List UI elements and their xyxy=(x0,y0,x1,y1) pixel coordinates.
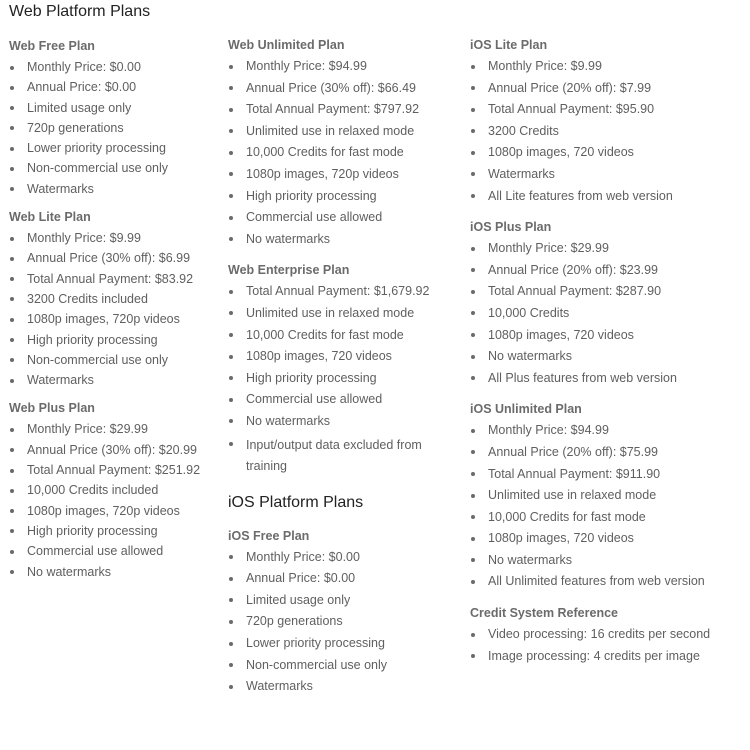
list-item: Watermarks xyxy=(228,676,464,698)
list-item: 720p generations xyxy=(228,611,464,633)
feature-list xyxy=(470,624,748,667)
list-item: Watermarks xyxy=(9,179,219,199)
plan-title: Credit System Reference xyxy=(470,606,618,621)
plan-ios-unlimited xyxy=(470,401,748,593)
list-item: 1080p images, 720 videos xyxy=(470,528,748,550)
list-item: 1080p images, 720 videos xyxy=(228,346,464,368)
list-item: Watermarks xyxy=(9,370,219,390)
list-item: 720p generations xyxy=(9,118,219,138)
list-item: Annual Price (30% off): $6.99 xyxy=(9,248,219,268)
list-item: 1080p images, 720p videos xyxy=(228,164,464,186)
list-item: Annual Price (20% off): $23.99 xyxy=(470,260,748,282)
list-item: Lower priority processing xyxy=(228,633,464,655)
list-item: All Unlimited features from web version xyxy=(470,571,748,593)
page-title: Web Platform Plans xyxy=(9,3,151,20)
list-item: Limited usage only xyxy=(9,98,219,118)
list-item: Commercial use allowed xyxy=(9,541,219,561)
list-item: 3200 Credits xyxy=(470,121,748,143)
list-item: Non-commercial use only xyxy=(9,158,219,178)
feature-list xyxy=(228,56,464,250)
list-item: 10,000 Credits for fast mode xyxy=(228,325,464,347)
list-item: 1080p images, 720 videos xyxy=(470,142,748,164)
list-item: Monthly Price: $0.00 xyxy=(9,57,219,77)
list-item: Monthly Price: $9.99 xyxy=(470,56,748,78)
list-item: Monthly Price: $29.99 xyxy=(470,238,748,260)
list-item: 3200 Credits included xyxy=(9,289,219,309)
list-item: Commercial use allowed xyxy=(228,389,464,411)
list-item: 1080p images, 720p videos xyxy=(9,501,219,521)
feature-list xyxy=(228,281,464,479)
list-item: Commercial use allowed xyxy=(228,207,464,229)
list-item: High priority processing xyxy=(9,521,219,541)
list-item: High priority processing xyxy=(9,330,219,350)
list-item: 1080p images, 720 videos xyxy=(470,325,748,347)
list-item: Monthly Price: $0.00 xyxy=(228,547,464,569)
feature-list xyxy=(470,56,748,207)
list-item: Annual Price (20% off): $75.99 xyxy=(470,442,748,464)
list-item: Total Annual Payment: $251.92 xyxy=(9,460,219,480)
list-item: Annual Price: $0.00 xyxy=(228,568,464,590)
plan-title: Web Unlimited Plan xyxy=(228,38,345,52)
section-title-ios: iOS Platform Plans xyxy=(228,493,364,511)
plan-title: Web Free Plan xyxy=(9,39,95,53)
feature-list xyxy=(470,420,748,593)
column-web-plans-1 xyxy=(9,38,219,592)
list-item: Lower priority processing xyxy=(9,138,219,158)
list-item: Annual Price (30% off): $66.49 xyxy=(228,78,464,100)
list-item: 1080p images, 720p videos xyxy=(9,309,219,329)
list-item: High priority processing xyxy=(228,186,464,208)
plan-web-plus xyxy=(9,400,219,581)
feature-list xyxy=(9,228,219,390)
list-item: 10,000 Credits xyxy=(470,303,748,325)
feature-list xyxy=(9,57,219,199)
list-item: Unlimited use in relaxed mode xyxy=(228,121,464,143)
list-item: Annual Price (20% off): $7.99 xyxy=(470,78,748,100)
plan-title: iOS Unlimited Plan xyxy=(470,402,582,417)
list-item: No watermarks xyxy=(9,562,219,582)
column-ios-plans xyxy=(470,37,748,679)
feature-list xyxy=(228,547,464,698)
plan-web-free xyxy=(9,38,219,199)
credit-system-reference xyxy=(470,605,748,667)
list-item: All Lite features from web version xyxy=(470,186,748,208)
list-item: Total Annual Payment: $95.90 xyxy=(470,99,748,121)
list-item: 10,000 Credits included xyxy=(9,480,219,500)
list-item: No watermarks xyxy=(470,550,748,572)
list-item: Total Annual Payment: $1,679.92 xyxy=(228,281,464,303)
list-item: Image processing: 4 credits per image xyxy=(470,646,748,668)
list-item: Total Annual Payment: $797.92 xyxy=(228,99,464,121)
plan-ios-plus xyxy=(470,219,748,389)
list-item: Annual Price (30% off): $20.99 xyxy=(9,440,219,460)
list-item: Input/output data excluded from training xyxy=(228,433,464,480)
list-item: Video processing: 16 credits per second xyxy=(470,624,748,646)
list-item: Non-commercial use only xyxy=(9,350,219,370)
plan-web-enterprise xyxy=(228,262,464,479)
list-item: Non-commercial use only xyxy=(228,655,464,677)
list-item: Monthly Price: $9.99 xyxy=(9,228,219,248)
list-item: Limited usage only xyxy=(228,590,464,612)
list-item: All Plus features from web version xyxy=(470,368,748,390)
list-item: No watermarks xyxy=(228,229,464,251)
list-item: No watermarks xyxy=(228,411,464,433)
list-item: High priority processing xyxy=(228,368,464,390)
feature-list xyxy=(9,419,219,581)
list-item: Unlimited use in relaxed mode xyxy=(228,303,464,325)
column-web-plans-2 xyxy=(228,37,464,710)
feature-list xyxy=(470,238,748,389)
list-item: 10,000 Credits for fast mode xyxy=(228,142,464,164)
list-item: Total Annual Payment: $83.92 xyxy=(9,269,219,289)
plan-web-unlimited xyxy=(228,37,464,250)
plan-title: iOS Lite Plan xyxy=(470,38,548,52)
plan-title: Web Plus Plan xyxy=(9,401,95,416)
plan-title: Web Enterprise Plan xyxy=(228,263,350,278)
list-item: Total Annual Payment: $287.90 xyxy=(470,281,748,303)
plan-ios-free xyxy=(228,528,464,698)
list-item: Annual Price: $0.00 xyxy=(9,77,219,97)
list-item: Monthly Price: $94.99 xyxy=(228,56,464,78)
plan-title: iOS Free Plan xyxy=(228,528,310,543)
list-item: No watermarks xyxy=(470,346,748,368)
list-item: Monthly Price: $29.99 xyxy=(9,419,219,439)
list-item: Total Annual Payment: $911.90 xyxy=(470,464,748,486)
plan-ios-lite xyxy=(470,37,748,207)
list-item: Watermarks xyxy=(470,164,748,186)
plan-title: iOS Plus Plan xyxy=(470,220,552,235)
plan-title: Web Lite Plan xyxy=(9,210,91,225)
list-item: 10,000 Credits for fast mode xyxy=(470,507,748,529)
list-item: Unlimited use in relaxed mode xyxy=(470,485,748,507)
list-item: Monthly Price: $94.99 xyxy=(470,420,748,442)
plan-web-lite xyxy=(9,209,219,390)
